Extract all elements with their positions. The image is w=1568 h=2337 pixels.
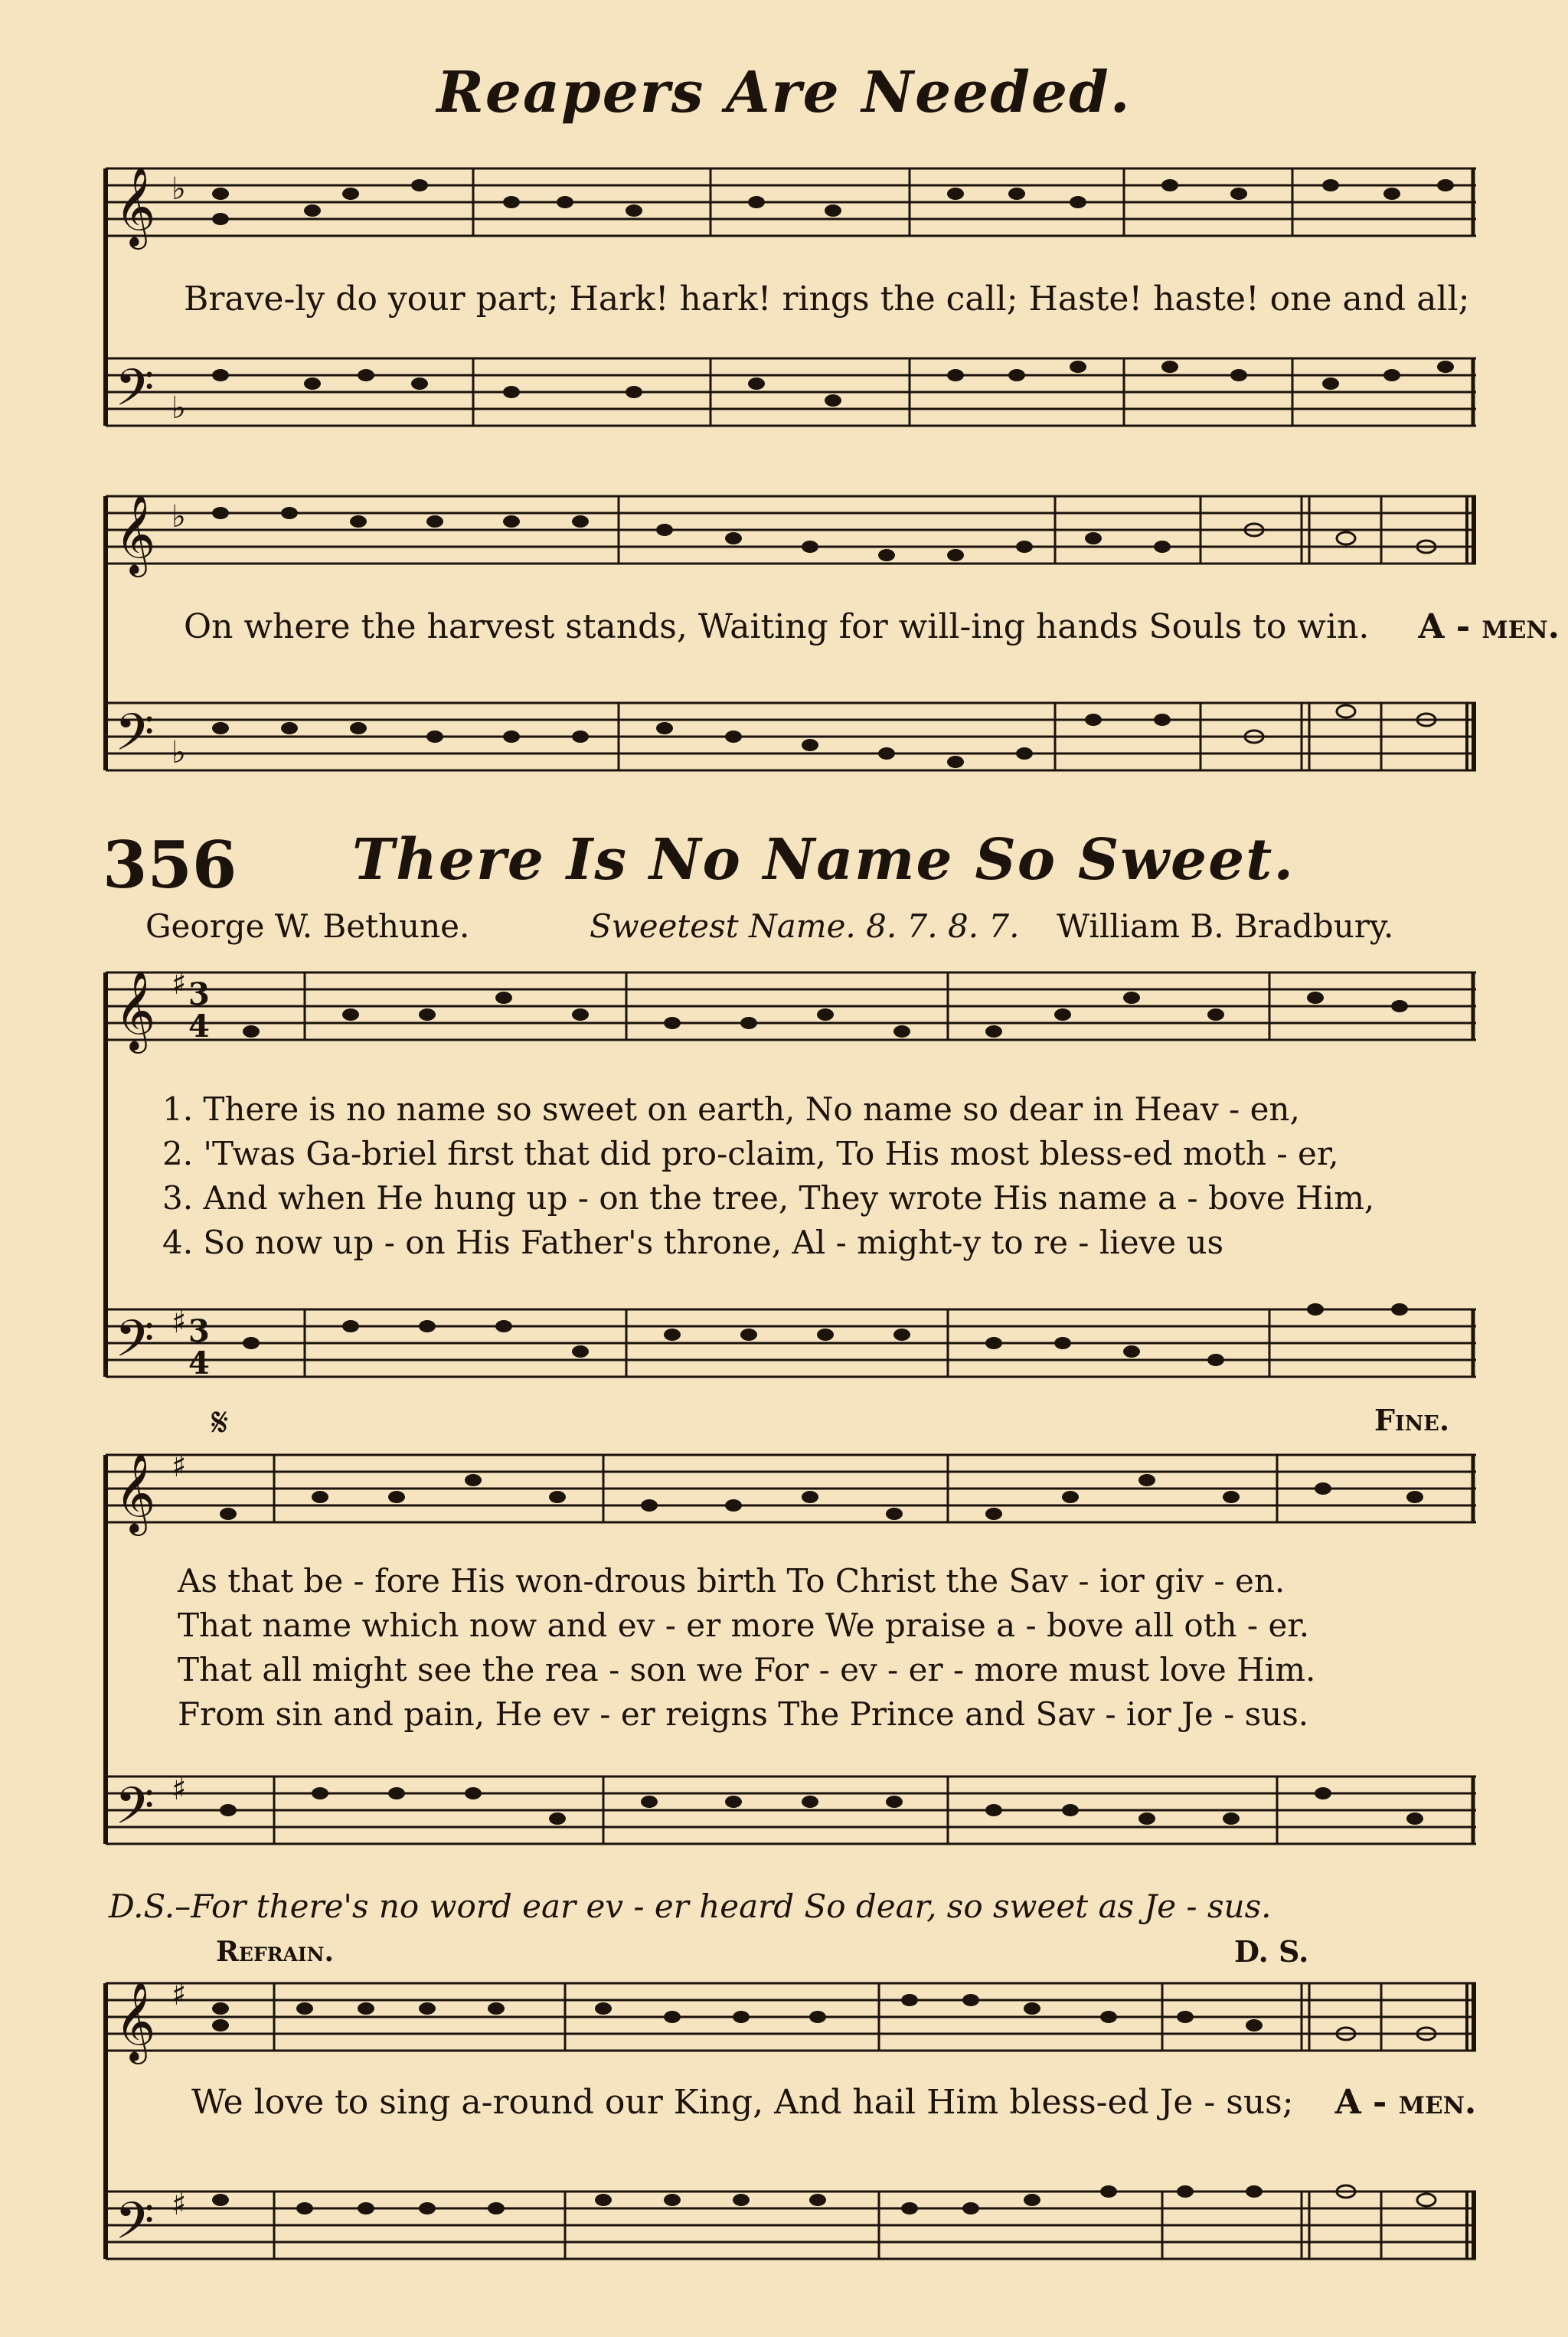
verse-1-line-a: 1. There is no name so sweet on earth, No name so dear in Heav - en, xyxy=(162,1090,1300,1128)
verse-2-line-b: That name which now and ev - er more We praise a - bove all oth - er. xyxy=(178,1606,1310,1644)
svg-text:♭: ♭ xyxy=(172,391,186,426)
ds-lyric-line: D.S.–For there's no word ear ev - er heard So dear, so sweet as Je - sus. xyxy=(109,1888,1272,1925)
fine-label: Fine. xyxy=(1374,1403,1450,1437)
verse-3-line-a: 3. And when He hung up - on the tree, They wrote His name a - bove Him, xyxy=(162,1179,1375,1217)
svg-text:♯: ♯ xyxy=(172,1772,187,1807)
svg-text:♯: ♯ xyxy=(172,2187,187,2222)
verse-2-line-a: 2. 'Twas Ga-briel first that did pro-claim, To His most bless-ed moth - er, xyxy=(162,1135,1339,1172)
hymn-title: There Is No Name So Sweet. xyxy=(352,827,1295,893)
verse-4-line-a: 4. So now up - on His Father's throne, Al - might-y to re - lieve us xyxy=(162,1224,1224,1261)
svg-text:𝄢: 𝄢 xyxy=(115,2192,155,2263)
svg-text:♯: ♯ xyxy=(172,1977,187,2012)
svg-text:♯: ♯ xyxy=(172,1449,187,1484)
svg-text:𝄞: 𝄞 xyxy=(115,494,156,574)
verse-block-1 xyxy=(162,1087,1374,1265)
svg-text:𝄞: 𝄞 xyxy=(115,1981,156,2061)
svg-text:𝄞: 𝄞 xyxy=(115,166,156,247)
svg-text:♭: ♭ xyxy=(172,172,186,207)
author: George W. Bethune. xyxy=(145,907,470,945)
svg-text:♭: ♭ xyxy=(172,499,186,534)
verse-4-line-b: From sin and pain, He ev - er reigns The Prince and Sav - ior Je - sus. xyxy=(178,1695,1309,1733)
svg-text:𝄢: 𝄢 xyxy=(115,1776,155,1848)
svg-text:4: 4 xyxy=(188,1008,210,1044)
refrain-lyric-text: We love to sing a-round our King, And hail Him bless-ed Je - sus; xyxy=(191,2083,1294,2122)
svg-text:3: 3 xyxy=(188,1313,210,1349)
verse-3-line-b: That all might see the rea - son we For - ev - er - more must love Him. xyxy=(178,1651,1316,1688)
tune-name: Sweetest Name. 8. 7. 8. 7. xyxy=(590,907,1020,945)
svg-text:𝄢: 𝄢 xyxy=(115,1309,155,1381)
verse-block-2 xyxy=(178,1559,1315,1737)
prev-lyric-line-2-text: On where the harvest stands, Waiting for will-ing hands Souls to win. xyxy=(184,607,1370,646)
svg-text:♯: ♯ xyxy=(172,1305,187,1340)
prev-amen: A - men. xyxy=(1418,607,1560,646)
svg-text:𝄞: 𝄞 xyxy=(115,1453,156,1533)
refrain-lyric-line xyxy=(191,2083,1476,2122)
refrain-amen: A - men. xyxy=(1334,2083,1477,2122)
segno-sign: 𝄋 xyxy=(211,1400,229,1446)
composer: William B. Bradbury. xyxy=(1057,907,1394,945)
hymn-number: 356 xyxy=(103,827,237,903)
refrain-label: Refrain. xyxy=(216,1936,334,1968)
svg-text:♯: ♯ xyxy=(172,966,187,1002)
ds-mark: D. S. xyxy=(1234,1934,1309,1969)
prev-hymn-title: Reapers Are Needed. xyxy=(436,60,1132,126)
prev-lyric-line-2 xyxy=(184,607,1560,646)
svg-text:𝄞: 𝄞 xyxy=(115,970,156,1051)
svg-text:𝄢: 𝄢 xyxy=(115,358,155,430)
svg-text:4: 4 xyxy=(188,1345,210,1381)
svg-text:3: 3 xyxy=(188,976,210,1012)
svg-text:♭: ♭ xyxy=(172,735,186,770)
verse-1-line-b: As that be - fore His won-drous birth To Christ the Sav - ior giv - en. xyxy=(178,1562,1285,1600)
prev-lyric-line-1: Brave-ly do your part; Hark! hark! rings the call; Haste! haste! one and all; xyxy=(184,279,1470,319)
svg-text:𝄢: 𝄢 xyxy=(115,703,155,774)
refrain-staves xyxy=(98,1960,1476,2320)
